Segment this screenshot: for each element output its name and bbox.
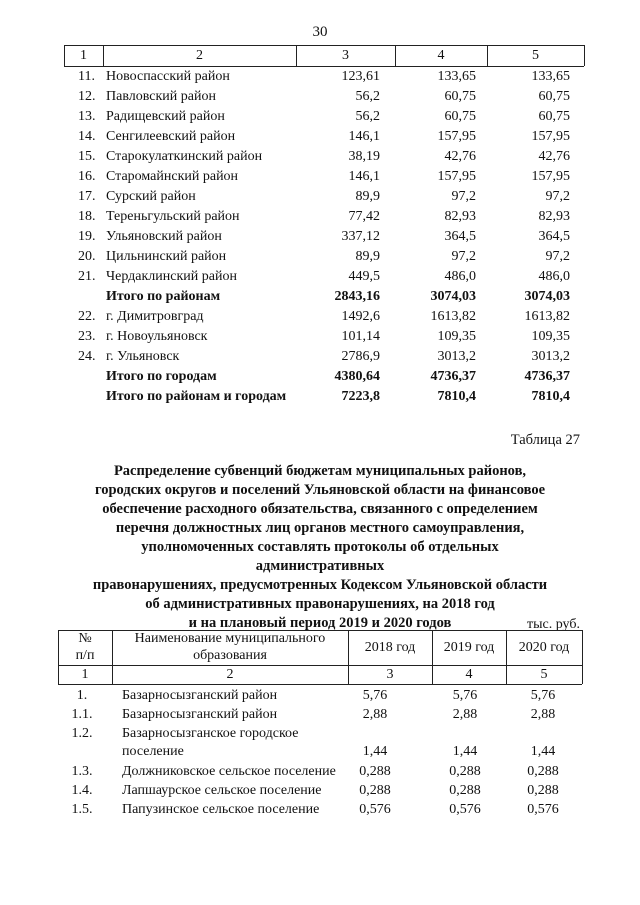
cell-name: Тереньгульский район	[106, 209, 240, 224]
cell-name: Старокулаткинский район	[106, 149, 263, 164]
cell-v2: 157,95	[437, 129, 476, 144]
t1-head-col3: 3	[342, 48, 349, 63]
cell-v2: 0,288	[449, 764, 481, 779]
cell-v3: 60,75	[538, 109, 570, 124]
cell-v2: 42,76	[444, 149, 476, 164]
cell-v3: 0,576	[527, 802, 559, 817]
t2-head-2020: 2020 год	[518, 640, 570, 655]
table-row	[0, 247, 640, 267]
t2-index-4: 4	[465, 667, 473, 682]
title-line: правонарушениях, предусмотренных Кодексом Ульяновской области	[92, 577, 548, 593]
cell-name: Лапшаурское сельское поселение	[122, 783, 322, 798]
cell-v2: 7810,4	[437, 389, 476, 404]
cell-v2: 3013,2	[437, 349, 476, 364]
table-label: Таблица 27	[510, 432, 580, 448]
table-row	[0, 327, 640, 347]
t2-head-name: Наименование муниципального образования	[134, 631, 326, 663]
cell-v2: 5,76	[452, 688, 478, 703]
table-row	[0, 207, 640, 227]
cell-name: Ульяновский район	[106, 229, 222, 244]
t2-index-3: 3	[386, 667, 394, 682]
cell-name: Итого по районам	[106, 289, 221, 304]
cell-v3: 1,44	[530, 744, 556, 759]
t2-index-5: 5	[540, 667, 548, 682]
cell-name2: поселение	[122, 744, 184, 759]
cell-v1: 77,42	[348, 209, 380, 224]
cell-num: 18.	[78, 209, 96, 224]
cell-name: Новоспасский район	[106, 69, 230, 84]
cell-v2: 109,35	[437, 329, 476, 344]
cell-v1: 0,288	[359, 764, 391, 779]
cell-v3: 3074,03	[524, 289, 570, 304]
cell-v2: 97,2	[451, 249, 476, 264]
cell-num: 20.	[78, 249, 96, 264]
cell-name: Базарносызганский район	[122, 707, 278, 722]
cell-v2: 2,88	[452, 707, 478, 722]
cell-v3: 109,35	[531, 329, 570, 344]
cell-num: 16.	[78, 169, 96, 184]
cell-v1: 38,19	[348, 149, 380, 164]
cell-num: 12.	[78, 89, 96, 104]
title-line: об административных правонарушениях, на 2018 год	[145, 596, 495, 612]
cell-v3: 42,76	[538, 149, 570, 164]
cell-name: г. Ульяновск	[106, 349, 180, 364]
cell-name: Радищевский район	[106, 109, 225, 124]
cell-name: Старомайнский район	[106, 169, 239, 184]
cell-v3: 82,93	[538, 209, 570, 224]
page-number: 30	[312, 24, 328, 40]
cell-name: Базарносызганское городское	[122, 726, 299, 741]
cell-v1: 1492,6	[341, 309, 380, 324]
cell-v1: 0,288	[359, 783, 391, 798]
cell-name: Папузинское сельское поселение	[122, 802, 320, 817]
cell-v2: 4736,37	[430, 369, 476, 384]
cell-v2: 3074,03	[430, 289, 476, 304]
cell-v2: 0,288	[449, 783, 481, 798]
cell-v2: 157,95	[437, 169, 476, 184]
t2-index-2: 2	[226, 667, 234, 682]
cell-num: 11.	[78, 69, 95, 84]
cell-v1: 0,576	[359, 802, 391, 817]
cell-name: Чердаклинский район	[106, 269, 237, 284]
cell-v3: 157,95	[531, 169, 570, 184]
t1-head-col5: 5	[532, 48, 539, 63]
cell-v1: 146,1	[348, 129, 380, 144]
cell-v2: 0,576	[449, 802, 481, 817]
cell-v2: 364,5	[444, 229, 476, 244]
cell-v3: 0,288	[527, 764, 559, 779]
cell-v3: 3013,2	[531, 349, 570, 364]
units-label: тыс. руб.	[527, 617, 580, 632]
table-row	[0, 781, 640, 801]
table-row	[0, 705, 640, 725]
title-line: Распределение субвенций бюджетам муниципальных районов,	[113, 463, 527, 479]
cell-name: Итого по районам и городам	[106, 389, 287, 404]
cell-v1: 123,61	[341, 69, 380, 84]
table-row	[0, 147, 640, 167]
cell-v2: 1613,82	[430, 309, 476, 324]
cell-v1: 2786,9	[341, 349, 380, 364]
cell-v1: 2843,16	[334, 289, 380, 304]
cell-v2: 486,0	[444, 269, 476, 284]
cell-v1: 56,2	[355, 109, 380, 124]
cell-name: Итого по городам	[106, 369, 217, 384]
cell-v2: 97,2	[451, 189, 476, 204]
cell-v3: 97,2	[545, 249, 570, 264]
cell-num: 1.1.	[71, 707, 93, 722]
title-line: перечня должностных лиц органов местного самоуправления,	[115, 520, 525, 536]
t2-head-2018: 2018 год	[364, 640, 416, 655]
cell-v1: 449,5	[348, 269, 380, 284]
table-row	[0, 387, 640, 407]
table-row	[0, 267, 640, 287]
cell-name: г. Димитровград	[106, 309, 204, 324]
table-row	[0, 686, 640, 706]
table-row	[0, 227, 640, 247]
cell-v1: 5,76	[362, 688, 388, 703]
cell-num: 17.	[78, 189, 96, 204]
cell-v3: 486,0	[538, 269, 570, 284]
cell-num: 1.	[76, 688, 88, 703]
table-row	[0, 87, 640, 107]
cell-v2: 133,65	[437, 69, 476, 84]
cell-v3: 97,2	[545, 189, 570, 204]
cell-v1: 146,1	[348, 169, 380, 184]
table-row	[0, 167, 640, 187]
table-title	[80, 462, 560, 633]
cell-name: г. Новоульяновск	[106, 329, 208, 344]
cell-v2: 1,44	[452, 744, 478, 759]
cell-num: 1.3.	[71, 764, 93, 779]
table-row	[0, 307, 640, 327]
title-line: обеспечение расходного обязательства, связанного с определением	[102, 501, 538, 517]
cell-name: Базарносызганский район	[122, 688, 278, 703]
cell-num: 15.	[78, 149, 96, 164]
table-row	[0, 367, 640, 387]
cell-name: Должниковское сельское поселение	[122, 764, 336, 779]
t1-head-col1: 1	[80, 48, 87, 63]
cell-v3: 364,5	[538, 229, 570, 244]
cell-v3: 157,95	[531, 129, 570, 144]
cell-name: Цильнинский район	[106, 249, 227, 264]
cell-v3: 5,76	[530, 688, 556, 703]
t2-index-1: 1	[81, 667, 89, 682]
table-row	[0, 347, 640, 367]
table-row	[0, 107, 640, 127]
cell-num: 13.	[78, 109, 96, 124]
cell-name: Сурский район	[106, 189, 196, 204]
cell-v1: 89,9	[355, 189, 380, 204]
title-line: и на плановый период 2019 и 2020 годов	[188, 615, 452, 631]
cell-num: 23.	[78, 329, 96, 344]
cell-v3: 133,65	[531, 69, 570, 84]
table-row	[0, 724, 640, 762]
cell-v1: 337,12	[341, 229, 380, 244]
cell-name: Сенгилеевский район	[106, 129, 236, 144]
cell-v3: 4736,37	[524, 369, 570, 384]
cell-v3: 7810,4	[531, 389, 570, 404]
cell-num: 24.	[78, 349, 96, 364]
cell-v1: 2,88	[362, 707, 388, 722]
cell-v2: 60,75	[444, 109, 476, 124]
cell-v1: 1,44	[362, 744, 388, 759]
cell-v3: 60,75	[538, 89, 570, 104]
table-row	[0, 67, 640, 87]
cell-num: 1.5.	[71, 802, 93, 817]
cell-v2: 82,93	[444, 209, 476, 224]
t1-head-col2: 2	[196, 48, 203, 63]
table-row	[0, 127, 640, 147]
cell-v1: 101,14	[341, 329, 380, 344]
cell-v2: 60,75	[444, 89, 476, 104]
table-row	[0, 762, 640, 782]
title-line: городских округов и поселений Ульяновской области на финансовое	[94, 482, 546, 498]
cell-v1: 4380,64	[334, 369, 380, 384]
cell-num: 1.2.	[71, 726, 93, 741]
cell-num: 1.4.	[71, 783, 93, 798]
table-row	[0, 187, 640, 207]
table-row	[0, 287, 640, 307]
cell-v1: 7223,8	[341, 389, 380, 404]
cell-num: 14.	[78, 129, 96, 144]
t1-head-col4: 4	[437, 48, 445, 63]
t2-head-2019: 2019 год	[443, 640, 495, 655]
cell-v3: 2,88	[530, 707, 556, 722]
cell-v1: 56,2	[355, 89, 380, 104]
cell-num: 21.	[78, 269, 96, 284]
cell-v3: 0,288	[527, 783, 559, 798]
cell-num: 22.	[78, 309, 96, 324]
cell-v1: 89,9	[355, 249, 380, 264]
cell-name: Павловский район	[106, 89, 216, 104]
cell-v3: 1613,82	[524, 309, 570, 324]
cell-num: 19.	[78, 229, 96, 244]
title-line: уполномоченных составлять протоколы об отдельных административных	[141, 539, 499, 574]
table-row	[0, 800, 640, 820]
t2-head-num: № п/п	[75, 631, 95, 663]
